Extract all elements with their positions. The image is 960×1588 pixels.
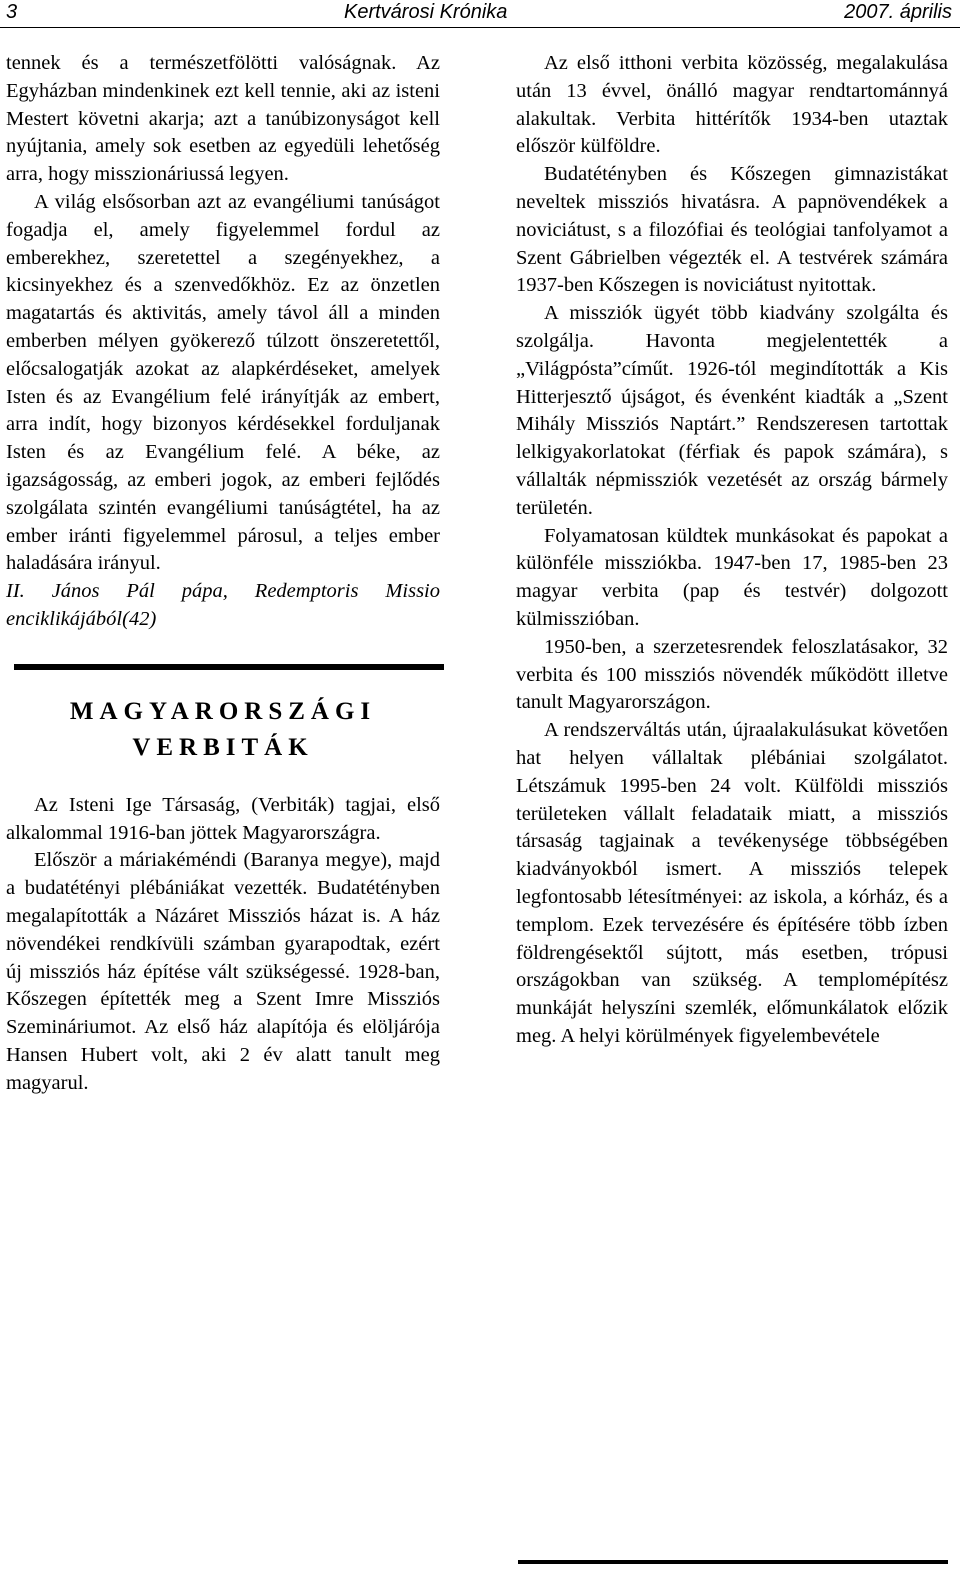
body-paragraph: A rendszerváltás után, újraalakulásukat követően hat helyen vállaltak plébániai szolgálatot. Létszámuk 1995-ben 24 volt. Külföldi missziós területeken vállalt feladataik miatt, a missziós társaság tagjainak a tevékenysége többségében kiadványokból ismert. A missziós telepek legfontosabb létesítményei: az iskola, a kórház, és a templom. Ezek tervezésére és építésére több ízben földrengésektől sújtott, más esetben, trópusi országokban van szükség. A templomépítész munkáját helyszíni szemlék, előmunkálatok előzik meg. A helyi körülmények figyelembevétele [516,719,948,1047]
page-header [0,0,960,26]
section-divider [14,664,444,670]
section-heading [6,694,440,766]
body-paragraph: Az első itthoni verbita közösség, megalakulása után 13 évvel, önálló magyar rendtartománnyá alakultak. Verbita hittérítők 1934-ben utaztak először külföldre. [516,52,948,158]
body-paragraph: 1950-ben, a szerzetesrendek feloszlatásakor, 32 verbita és 100 missziós növendék működött illetve tanult Magyarországon. [516,635,948,714]
section-heading-line-2: VERBITÁK [132,733,314,761]
body-paragraph: tennek és a természetfölötti valóságnak. Az Egyházban mindenkinek ezt kell tennie, aki az isteni Mestert követni akarja; azt a tanúbizonyságot kell nyújtania, amely sok esetben az egyedüli lehetőség arra, hogy misszionáriussá legyen. [6,52,440,186]
header-divider [0,27,960,28]
publication-title: Kertvárosi Krónika [344,1,508,23]
right-column [516,50,948,1051]
body-paragraph: Az Isteni Ige Társaság, (Verbiták) tagjai, első alkalommal 1916-ban jöttek Magyarországra. [6,793,440,844]
body-paragraph: Budatétényben és Kőszegen gimnazistákat neveltek missziós hivatásra. A papnövendékek a noviciátust, s a filozófiai és teológiai tanfolyamot a Szent Gábrielben végezték el. A testvérek számára 1937-ben Kőszegen is noviciátust nyitottak. [516,163,948,297]
body-paragraph: A missziók ügyét több kiadvány szolgálta és szolgálja. Havonta megjelentették a „Világpósta”címűt. 1926-tól megindították a Kis Hitterjesztő újságot, és évenként kiadták a „Szent Mihály Missziós Naptárt.” Rendszeresen tartottak lelkigyakorlatokat (férfiak és papok számára), s vállalták népmissziók vezetését az ország bármely területén. [516,302,948,519]
quote-source: II. János Pál pápa, Redemptoris Missio enciklikájából(42) [6,580,440,630]
section-heading-line-1: MAGYARORSZÁGI [69,697,377,725]
body-paragraph: Először a máriakéméndi (Baranya megye), majd a budatétényi plébániákat vezették. Budatétényben megalapították a Názáret Missziós házat is. A ház növendékei rendkívüli számban gyarapodtak, ezért új missziós ház építése vált szükségessé. 1928-ban, Kőszegen építették meg a Szent Imre Missziós Szemináriumot. Az első ház alapítója és elöljárója Hansen Hubert volt, aki 2 év alatt tanult meg magyarul. [6,849,440,1094]
issue-date: 2007. április [844,1,952,23]
body-paragraph: Folyamatosan küldtek munkásokat és papokat a különféle missziókba. 1947-ben 17, 1985-ben 23 magyar verbita (pap és testvér) dolgozott külmisszióban. [516,524,948,630]
footer-divider [518,1560,948,1564]
body-paragraph: A világ elsősorban azt az evangéliumi tanúságot fogadja el, amely figyelemmel fordul az emberekhez, szeretettel a szegényekhez, a kicsinyekhez és a szenvedőkhöz. Ez az önzetlen magatartás és aktivitás, amely távol áll a minden emberben mélyen gyökerező túlzott önszeretettől, előcsalogatják azokat az alapkérdéseket, amelyek Isten és az Evangélium felé irányítják az embert, arra indít, hogy bizonyos kérdésekkel forduljanak Isten és az Evangélium felé. A béke, az igazságosság, az emberi jogok, az emberi fejlődés szolgálata szintén evangéliumi tanúságtétel, ha az ember iránti figyelemmel párosul, a teljes ember haladására irányul. [6,190,440,575]
left-column [6,50,440,1098]
page-number: 3 [6,1,18,23]
